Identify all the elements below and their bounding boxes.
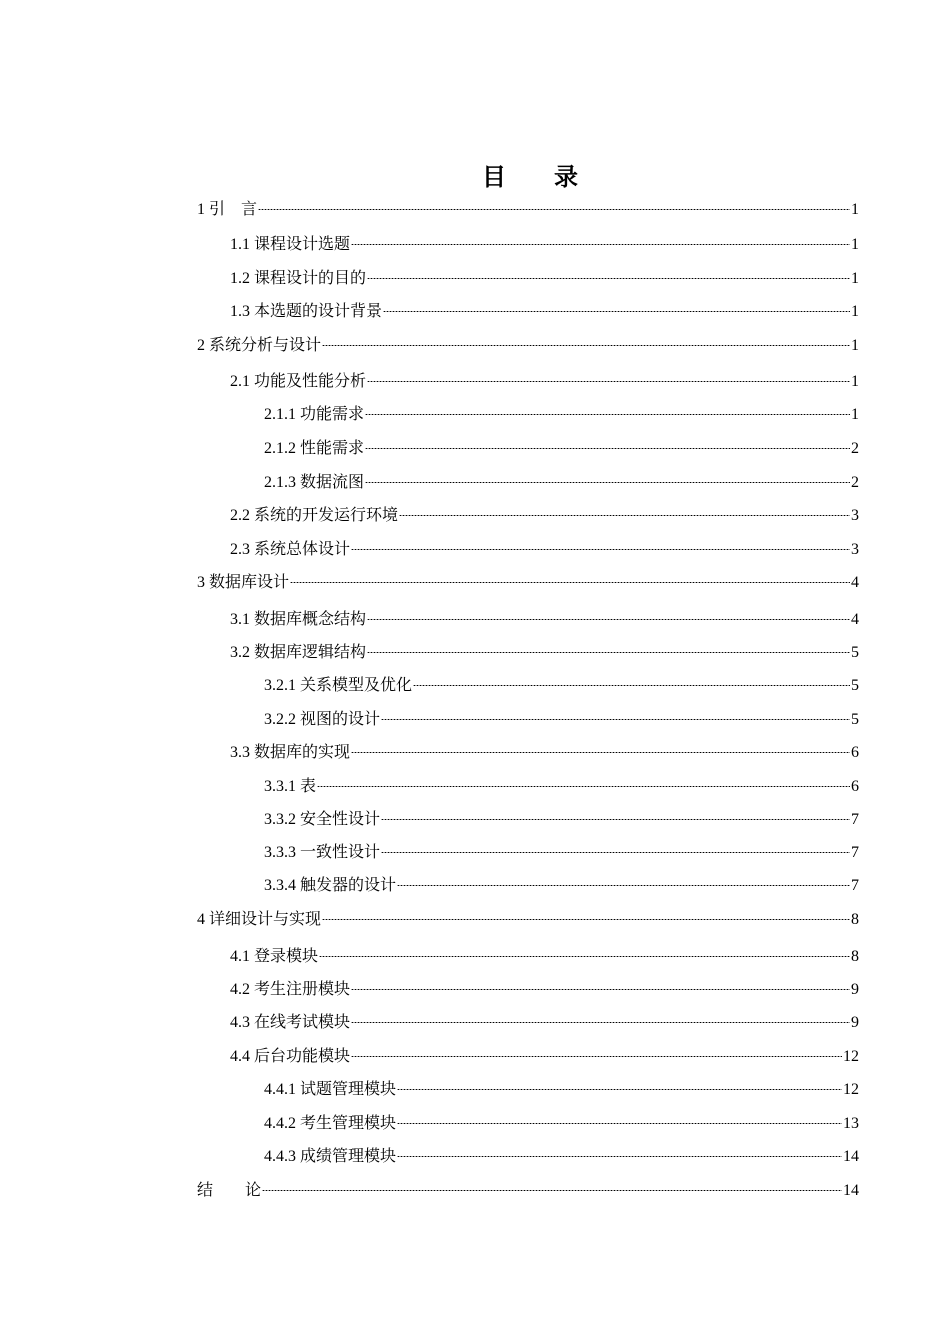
toc-entry-page-number: 3 xyxy=(851,541,859,558)
toc-entry[interactable] xyxy=(230,945,859,969)
toc-entry[interactable] xyxy=(264,775,859,799)
toc-entry-page-number: 5 xyxy=(851,677,859,694)
toc-entry-title: 2.1.2 性能需求 xyxy=(264,440,365,457)
toc-entry-title: 2.1.3 数据流图 xyxy=(264,474,365,491)
toc-entry-page-number: 7 xyxy=(851,811,859,828)
toc-dot-leader xyxy=(351,752,850,753)
toc-entry[interactable] xyxy=(230,267,859,291)
toc-entry-page-number: 3 xyxy=(851,507,859,524)
toc-entry[interactable] xyxy=(264,437,859,461)
toc-entry-page-number: 8 xyxy=(851,948,859,965)
toc-dot-leader xyxy=(365,482,850,483)
toc-entry[interactable] xyxy=(264,471,859,495)
toc-entry-title: 4.3 在线考试模块 xyxy=(230,1014,351,1031)
toc-entry-title: 3.1 数据库概念结构 xyxy=(230,611,367,628)
toc-entry[interactable] xyxy=(264,708,859,732)
toc-entry-page-number: 9 xyxy=(851,981,859,998)
toc-entry-title: 4.4 后台功能模块 xyxy=(230,1048,351,1065)
toc-entry[interactable] xyxy=(264,808,859,832)
toc-entry[interactable] xyxy=(230,370,859,394)
toc-entry-page-number: 1 xyxy=(851,406,859,423)
toc-dot-leader xyxy=(319,956,850,957)
toc-dot-leader xyxy=(397,1089,842,1090)
toc-entry-title: 4.2 考生注册模块 xyxy=(230,981,351,998)
toc-entry-title: 2.3 系统总体设计 xyxy=(230,541,351,558)
toc-entry-title: 3.3.3 一致性设计 xyxy=(264,844,381,861)
toc-entry[interactable] xyxy=(197,571,859,595)
toc-entry-page-number: 4 xyxy=(851,574,859,591)
toc-entry[interactable] xyxy=(230,538,859,562)
toc-dot-leader xyxy=(322,919,850,920)
toc-entry-title: 3.2 数据库逻辑结构 xyxy=(230,644,367,661)
toc-dot-leader xyxy=(367,278,850,279)
toc-dot-leader xyxy=(365,448,850,449)
toc-dot-leader xyxy=(397,885,850,886)
toc-entry[interactable] xyxy=(230,233,859,257)
toc-entry[interactable] xyxy=(230,300,859,324)
toc-entry-page-number: 7 xyxy=(851,844,859,861)
toc-entry[interactable] xyxy=(230,608,859,632)
toc-dot-leader xyxy=(367,619,850,620)
toc-entry-page-number: 14 xyxy=(843,1182,859,1199)
toc-entry-title: 3.3 数据库的实现 xyxy=(230,744,351,761)
toc-entry-page-number: 13 xyxy=(843,1115,859,1132)
toc-entry-title: 2.2 系统的开发运行环境 xyxy=(230,507,399,524)
toc-entry-page-number: 14 xyxy=(843,1148,859,1165)
toc-entry-page-number: 1 xyxy=(851,337,859,354)
toc-dot-leader xyxy=(381,819,850,820)
toc-entry[interactable] xyxy=(264,1078,859,1102)
toc-entry-title: 1 引 言 xyxy=(197,201,258,218)
toc-dot-leader xyxy=(399,515,850,516)
toc-entry-page-number: 1 xyxy=(851,373,859,390)
toc-dot-leader xyxy=(381,719,850,720)
toc-dot-leader xyxy=(351,1056,842,1057)
toc-entry-page-number: 1 xyxy=(851,303,859,320)
toc-entry[interactable] xyxy=(197,334,859,358)
toc-dot-leader xyxy=(383,311,850,312)
toc-entry-title: 2 系统分析与设计 xyxy=(197,337,322,354)
toc-entry[interactable] xyxy=(264,1112,859,1136)
toc-entry-page-number: 2 xyxy=(851,440,859,457)
toc-entry[interactable] xyxy=(230,1045,859,1069)
toc-entry[interactable] xyxy=(230,504,859,528)
toc-entry[interactable] xyxy=(197,1179,859,1203)
page-title: 目 录 xyxy=(482,163,578,191)
toc-entry-title: 4.4.1 试题管理模块 xyxy=(264,1081,397,1098)
toc-entry-title: 4.4.3 成绩管理模块 xyxy=(264,1148,397,1165)
toc-entry-title: 2.1 功能及性能分析 xyxy=(230,373,367,390)
toc-entry-title: 4.1 登录模块 xyxy=(230,948,319,965)
toc-entry-title: 3.3.4 触发器的设计 xyxy=(264,877,397,894)
toc-dot-leader xyxy=(322,345,850,346)
toc-entry-page-number: 4 xyxy=(851,611,859,628)
toc-dot-leader xyxy=(351,989,850,990)
toc-dot-leader xyxy=(367,381,850,382)
toc-entry-title: 3 数据库设计 xyxy=(197,574,290,591)
toc-entry[interactable] xyxy=(197,198,859,222)
toc-entry[interactable] xyxy=(230,978,859,1002)
toc-dot-leader xyxy=(351,244,850,245)
toc-entry-title: 2.1.1 功能需求 xyxy=(264,406,365,423)
toc-dot-leader xyxy=(365,414,850,415)
toc-entry-title: 结 论 xyxy=(197,1182,262,1199)
toc-entry-page-number: 9 xyxy=(851,1014,859,1031)
toc-entry[interactable] xyxy=(197,908,859,932)
toc-dot-leader xyxy=(351,1022,850,1023)
toc-dot-leader xyxy=(258,209,850,210)
toc-entry[interactable] xyxy=(230,741,859,765)
toc-entry-page-number: 1 xyxy=(851,201,859,218)
toc-entry-page-number: 2 xyxy=(851,474,859,491)
toc-entry[interactable] xyxy=(230,641,859,665)
toc-entry-title: 4.4.2 考生管理模块 xyxy=(264,1115,397,1132)
toc-dot-leader xyxy=(397,1123,842,1124)
toc-dot-leader xyxy=(351,549,850,550)
toc-entry-page-number: 12 xyxy=(843,1081,859,1098)
toc-entry-page-number: 6 xyxy=(851,744,859,761)
toc-entry[interactable] xyxy=(264,674,859,698)
toc-entry[interactable] xyxy=(264,403,859,427)
toc-entry-title: 1.2 课程设计的目的 xyxy=(230,270,367,287)
toc-dot-leader xyxy=(397,1156,842,1157)
toc-entry[interactable] xyxy=(264,874,859,898)
toc-dot-leader xyxy=(290,582,850,583)
toc-dot-leader xyxy=(367,652,850,653)
toc-entry[interactable] xyxy=(230,1011,859,1035)
toc-dot-leader xyxy=(317,786,850,787)
toc-entry[interactable] xyxy=(264,841,859,865)
toc-entry-page-number: 1 xyxy=(851,236,859,253)
toc-entry-page-number: 12 xyxy=(843,1048,859,1065)
toc-dot-leader xyxy=(381,852,850,853)
toc-entry-page-number: 7 xyxy=(851,877,859,894)
toc-entry-page-number: 5 xyxy=(851,711,859,728)
toc-entry-title: 3.3.2 安全性设计 xyxy=(264,811,381,828)
toc-entry-title: 1.1 课程设计选题 xyxy=(230,236,351,253)
toc-entry-page-number: 8 xyxy=(851,911,859,928)
toc-entry-title: 3.3.1 表 xyxy=(264,778,317,795)
toc-dot-leader xyxy=(413,685,850,686)
toc-entry-page-number: 6 xyxy=(851,778,859,795)
toc-entry-page-number: 5 xyxy=(851,644,859,661)
toc-entry-title: 4 详细设计与实现 xyxy=(197,911,322,928)
toc-entry-title: 1.3 本选题的设计背景 xyxy=(230,303,383,320)
toc-entry[interactable] xyxy=(264,1145,859,1169)
toc-dot-leader xyxy=(262,1190,842,1191)
toc-entry-page-number: 1 xyxy=(851,270,859,287)
toc-entry-title: 3.2.1 关系模型及优化 xyxy=(264,677,413,694)
toc-entry-title: 3.2.2 视图的设计 xyxy=(264,711,381,728)
